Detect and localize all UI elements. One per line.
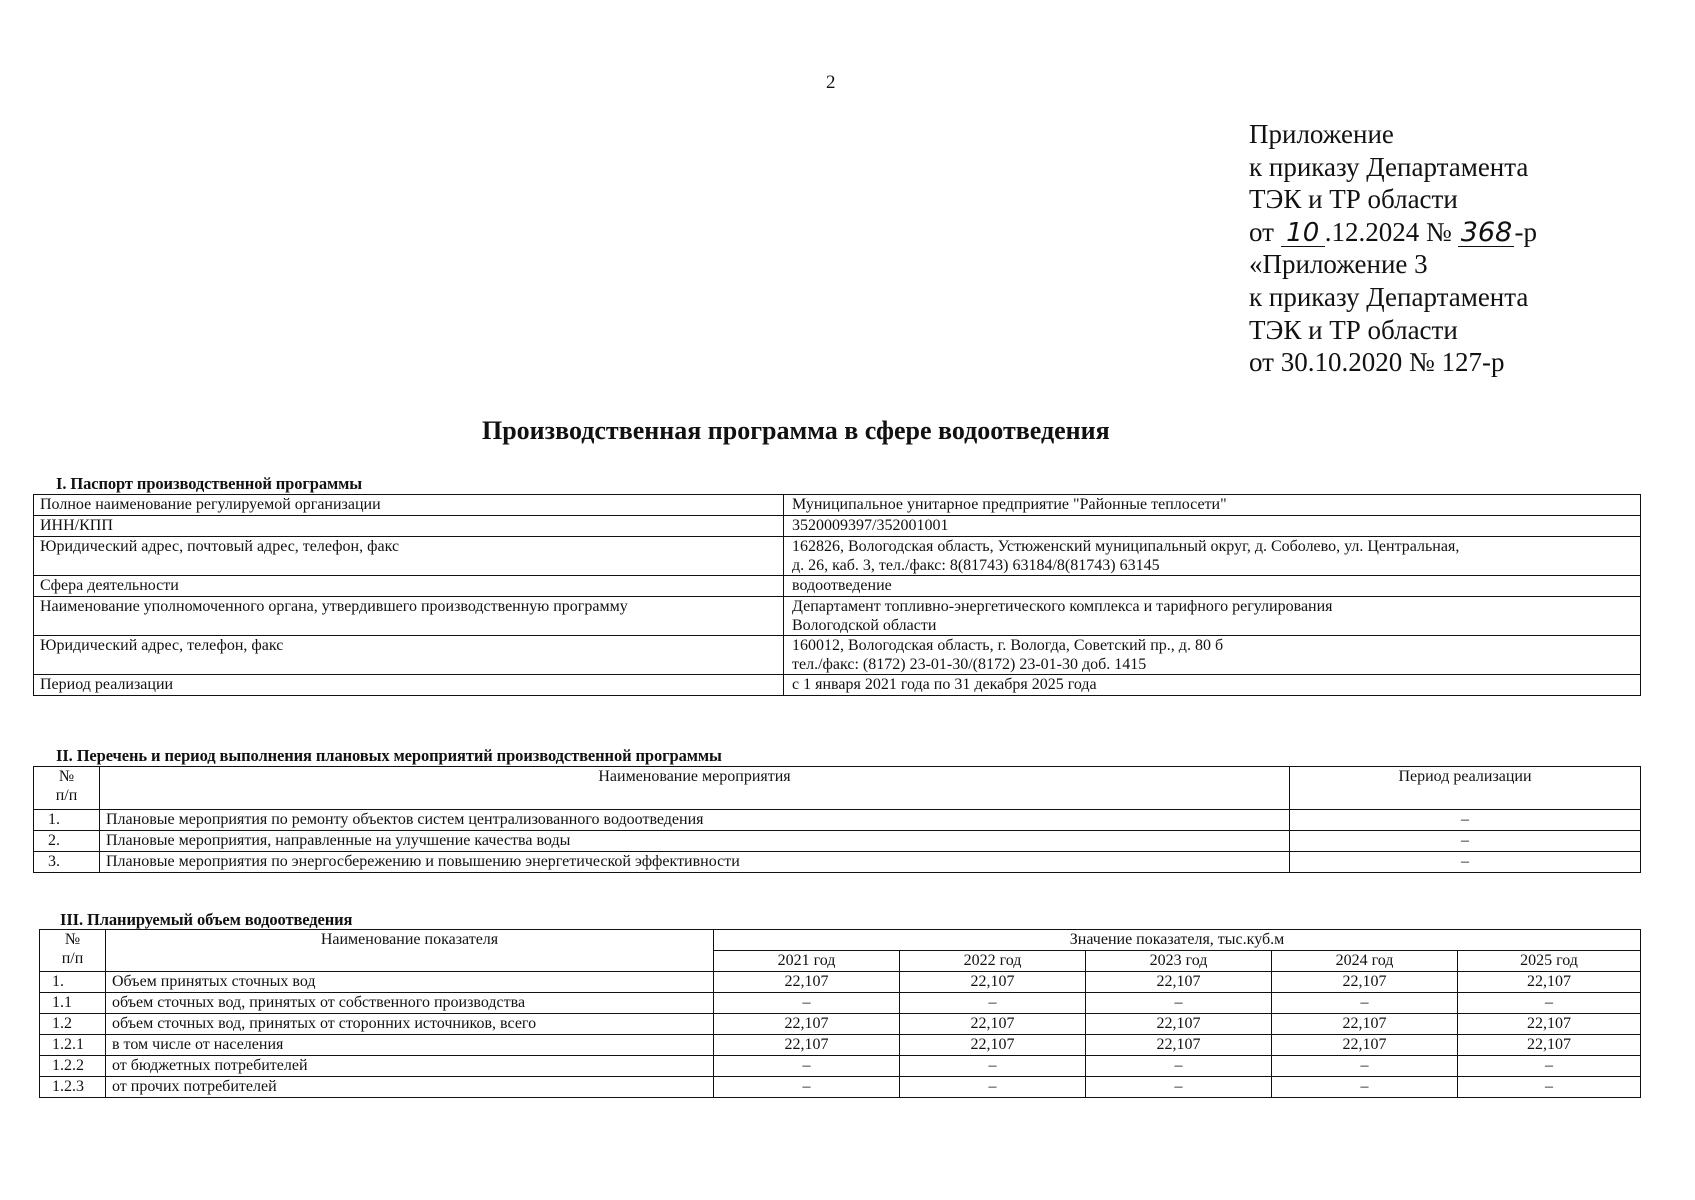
passport-label: Юридический адрес, телефон, факс [34, 636, 784, 675]
indicator-value: 22,107 [1458, 972, 1641, 993]
passport-value-line: д. 26, каб. 3, тел./факс: 8(81743) 63184/8(81743) 63145 [792, 557, 1160, 574]
appendix-line: к приказу Департамента [1249, 151, 1529, 182]
table-row [40, 993, 1641, 1014]
table-header-row [34, 767, 1641, 810]
indicator-value: 22,107 [714, 1035, 900, 1056]
handwritten-order-number: 368 [1458, 220, 1514, 247]
indicator-name: от прочих потребителей [106, 1077, 714, 1098]
table-header-row [40, 930, 1641, 951]
indicator-name: в том числе от населения [106, 1035, 714, 1056]
col-value-header: Значение показателя, тыс.куб.м [714, 930, 1641, 951]
row-number: 3. [34, 852, 100, 873]
col-number-header [40, 930, 106, 972]
indicator-value: 22,107 [1272, 972, 1458, 993]
document-title: Производственная программа в сфере водоотведения [482, 416, 1110, 445]
appendix-line: к приказу Департамента [1249, 281, 1529, 312]
measure-name: Плановые мероприятия по ремонту объектов систем централизованного водоотведения [100, 810, 1290, 831]
row-number: 1. [34, 810, 100, 831]
row-number: 1.2 [40, 1014, 106, 1035]
indicator-value: – [900, 1077, 1086, 1098]
passport-value-line: Департамент топливно-энергетического комплекса и тарифного регулирования [792, 598, 1333, 615]
passport-value: Муниципальное унитарное предприятие "Районные теплосети" [784, 495, 1641, 516]
appendix-line: от 30.10.2020 № 127-р [1249, 347, 1505, 378]
appendix-order-line [1249, 216, 1537, 249]
indicator-value: 22,107 [900, 972, 1086, 993]
col-number-line: № [64, 931, 81, 948]
passport-value-line: 160012, Вологодская область, г. Вологда, Советский пр., д. 80 б [792, 637, 1224, 654]
indicator-value: 22,107 [1086, 1014, 1272, 1035]
indicator-value: 22,107 [900, 1035, 1086, 1056]
indicator-value: – [1272, 993, 1458, 1014]
passport-label: Полное наименование регулируемой организации [34, 495, 784, 516]
table-row [34, 537, 1641, 576]
date-prefix: от [1249, 216, 1274, 247]
indicator-name: объем сточных вод, принятых от собственного производства [106, 993, 714, 1014]
appendix-line: ТЭК и ТР области [1249, 314, 1458, 345]
indicator-value: 22,107 [1272, 1014, 1458, 1035]
date-rest: .12.2024 № [1324, 216, 1452, 247]
appendix-line: Приложение [1249, 119, 1394, 149]
indicator-name: от бюджетных потребителей [106, 1056, 714, 1077]
section2-heading: II. Перечень и период выполнения плановых мероприятий производственной программы [56, 746, 722, 765]
table-row [34, 636, 1641, 675]
col-indicator-header: Наименование показателя [106, 930, 714, 972]
table-row [34, 576, 1641, 597]
indicator-value: – [1272, 1077, 1458, 1098]
table-row [34, 810, 1641, 831]
passport-label: Юридический адрес, почтовый адрес, телефон, факс [34, 537, 784, 576]
table-row [34, 597, 1641, 636]
indicator-name: Объем принятых сточных вод [106, 972, 714, 993]
row-number: 1. [40, 972, 106, 993]
indicator-name: объем сточных вод, принятых от сторонних источников, всего [106, 1014, 714, 1035]
col-period-header: Период реализации [1290, 767, 1641, 810]
indicator-value: – [1272, 1056, 1458, 1077]
passport-label: Наименование уполномоченного органа, утвердившего производственную программу [34, 597, 784, 636]
measure-period: – [1290, 810, 1641, 831]
passport-label: Сфера деятельности [34, 576, 784, 597]
table-row [34, 852, 1641, 873]
year-header: 2025 год [1458, 951, 1641, 972]
passport-label: Период реализации [34, 675, 784, 696]
indicator-value: 22,107 [1458, 1014, 1641, 1035]
measure-name: Плановые мероприятия, направленные на улучшение качества воды [100, 831, 1290, 852]
table-row [40, 1014, 1641, 1035]
col-number-line: п/п [55, 787, 78, 804]
indicator-value: – [714, 1056, 900, 1077]
table-row [40, 1077, 1641, 1098]
indicator-value: 22,107 [1458, 1035, 1641, 1056]
table-row [34, 831, 1641, 852]
indicator-value: – [1086, 993, 1272, 1014]
indicator-value: – [714, 993, 900, 1014]
passport-value-line: 162826, Вологодская область, Устюженский муниципальный округ, д. Соболево, ул. Центральная, [792, 538, 1460, 555]
row-number: 1.1 [40, 993, 106, 1014]
row-number: 2. [34, 831, 100, 852]
indicator-value: 22,107 [714, 1014, 900, 1035]
passport-value [784, 636, 1641, 675]
order-suffix: -р [1514, 216, 1537, 247]
passport-value [784, 597, 1641, 636]
row-number: 1.2.2 [40, 1056, 106, 1077]
passport-value [784, 537, 1641, 576]
indicator-value: – [900, 993, 1086, 1014]
passport-table [33, 494, 1641, 696]
year-header: 2024 год [1272, 951, 1458, 972]
col-name-header: Наименование мероприятия [100, 767, 1290, 810]
measure-period: – [1290, 852, 1641, 873]
passport-value-line: Вологодской области [792, 617, 937, 634]
page-number: 2 [826, 72, 836, 93]
indicator-value: 22,107 [714, 972, 900, 993]
indicator-value: – [900, 1056, 1086, 1077]
indicator-value: – [714, 1077, 900, 1098]
passport-label: ИНН/КПП [34, 516, 784, 537]
indicator-value: – [1458, 1056, 1641, 1077]
table-row [40, 1056, 1641, 1077]
table-row [34, 495, 1641, 516]
table-row [34, 675, 1641, 696]
year-header: 2023 год [1086, 951, 1272, 972]
col-number-line: п/п [61, 950, 84, 967]
measure-name: Плановые мероприятия по энергосбережению и повышению энергетической эффективности [100, 852, 1290, 873]
year-header: 2022 год [900, 951, 1086, 972]
indicator-value: – [1458, 1077, 1641, 1098]
row-number: 1.2.1 [40, 1035, 106, 1056]
passport-value: с 1 января 2021 года по 31 декабря 2025 года [784, 675, 1641, 696]
passport-value-line: тел./факс: (8172) 23-01-30/(8172) 23-01-30 доб. 1415 [792, 656, 1147, 673]
handwritten-day: 10 [1281, 220, 1325, 247]
appendix-line: «Приложение 3 [1249, 249, 1428, 280]
volume-table [39, 929, 1641, 1098]
indicator-value: 22,107 [1272, 1035, 1458, 1056]
table-row [40, 972, 1641, 993]
col-number-header [34, 767, 100, 810]
indicator-value: – [1458, 993, 1641, 1014]
passport-value: водоотведение [784, 576, 1641, 597]
indicator-value: – [1086, 1056, 1272, 1077]
row-number: 1.2.3 [40, 1077, 106, 1098]
indicator-value: – [1086, 1077, 1272, 1098]
table-row [34, 516, 1641, 537]
year-header: 2021 год [714, 951, 900, 972]
section3-heading: III. Планируемый объем водоотведения [60, 910, 353, 929]
table-row [40, 1035, 1641, 1056]
indicator-value: 22,107 [1086, 1035, 1272, 1056]
appendix-line: ТЭК и ТР области [1249, 184, 1458, 215]
indicator-value: 22,107 [1086, 972, 1272, 993]
appendix-block [1249, 118, 1537, 379]
section1-heading: I. Паспорт производственной программы [56, 474, 363, 493]
passport-value: 3520009397/352001001 [784, 516, 1641, 537]
indicator-value: 22,107 [900, 1014, 1086, 1035]
measures-table [33, 766, 1641, 873]
measure-period: – [1290, 831, 1641, 852]
col-number-line: № [58, 768, 75, 785]
